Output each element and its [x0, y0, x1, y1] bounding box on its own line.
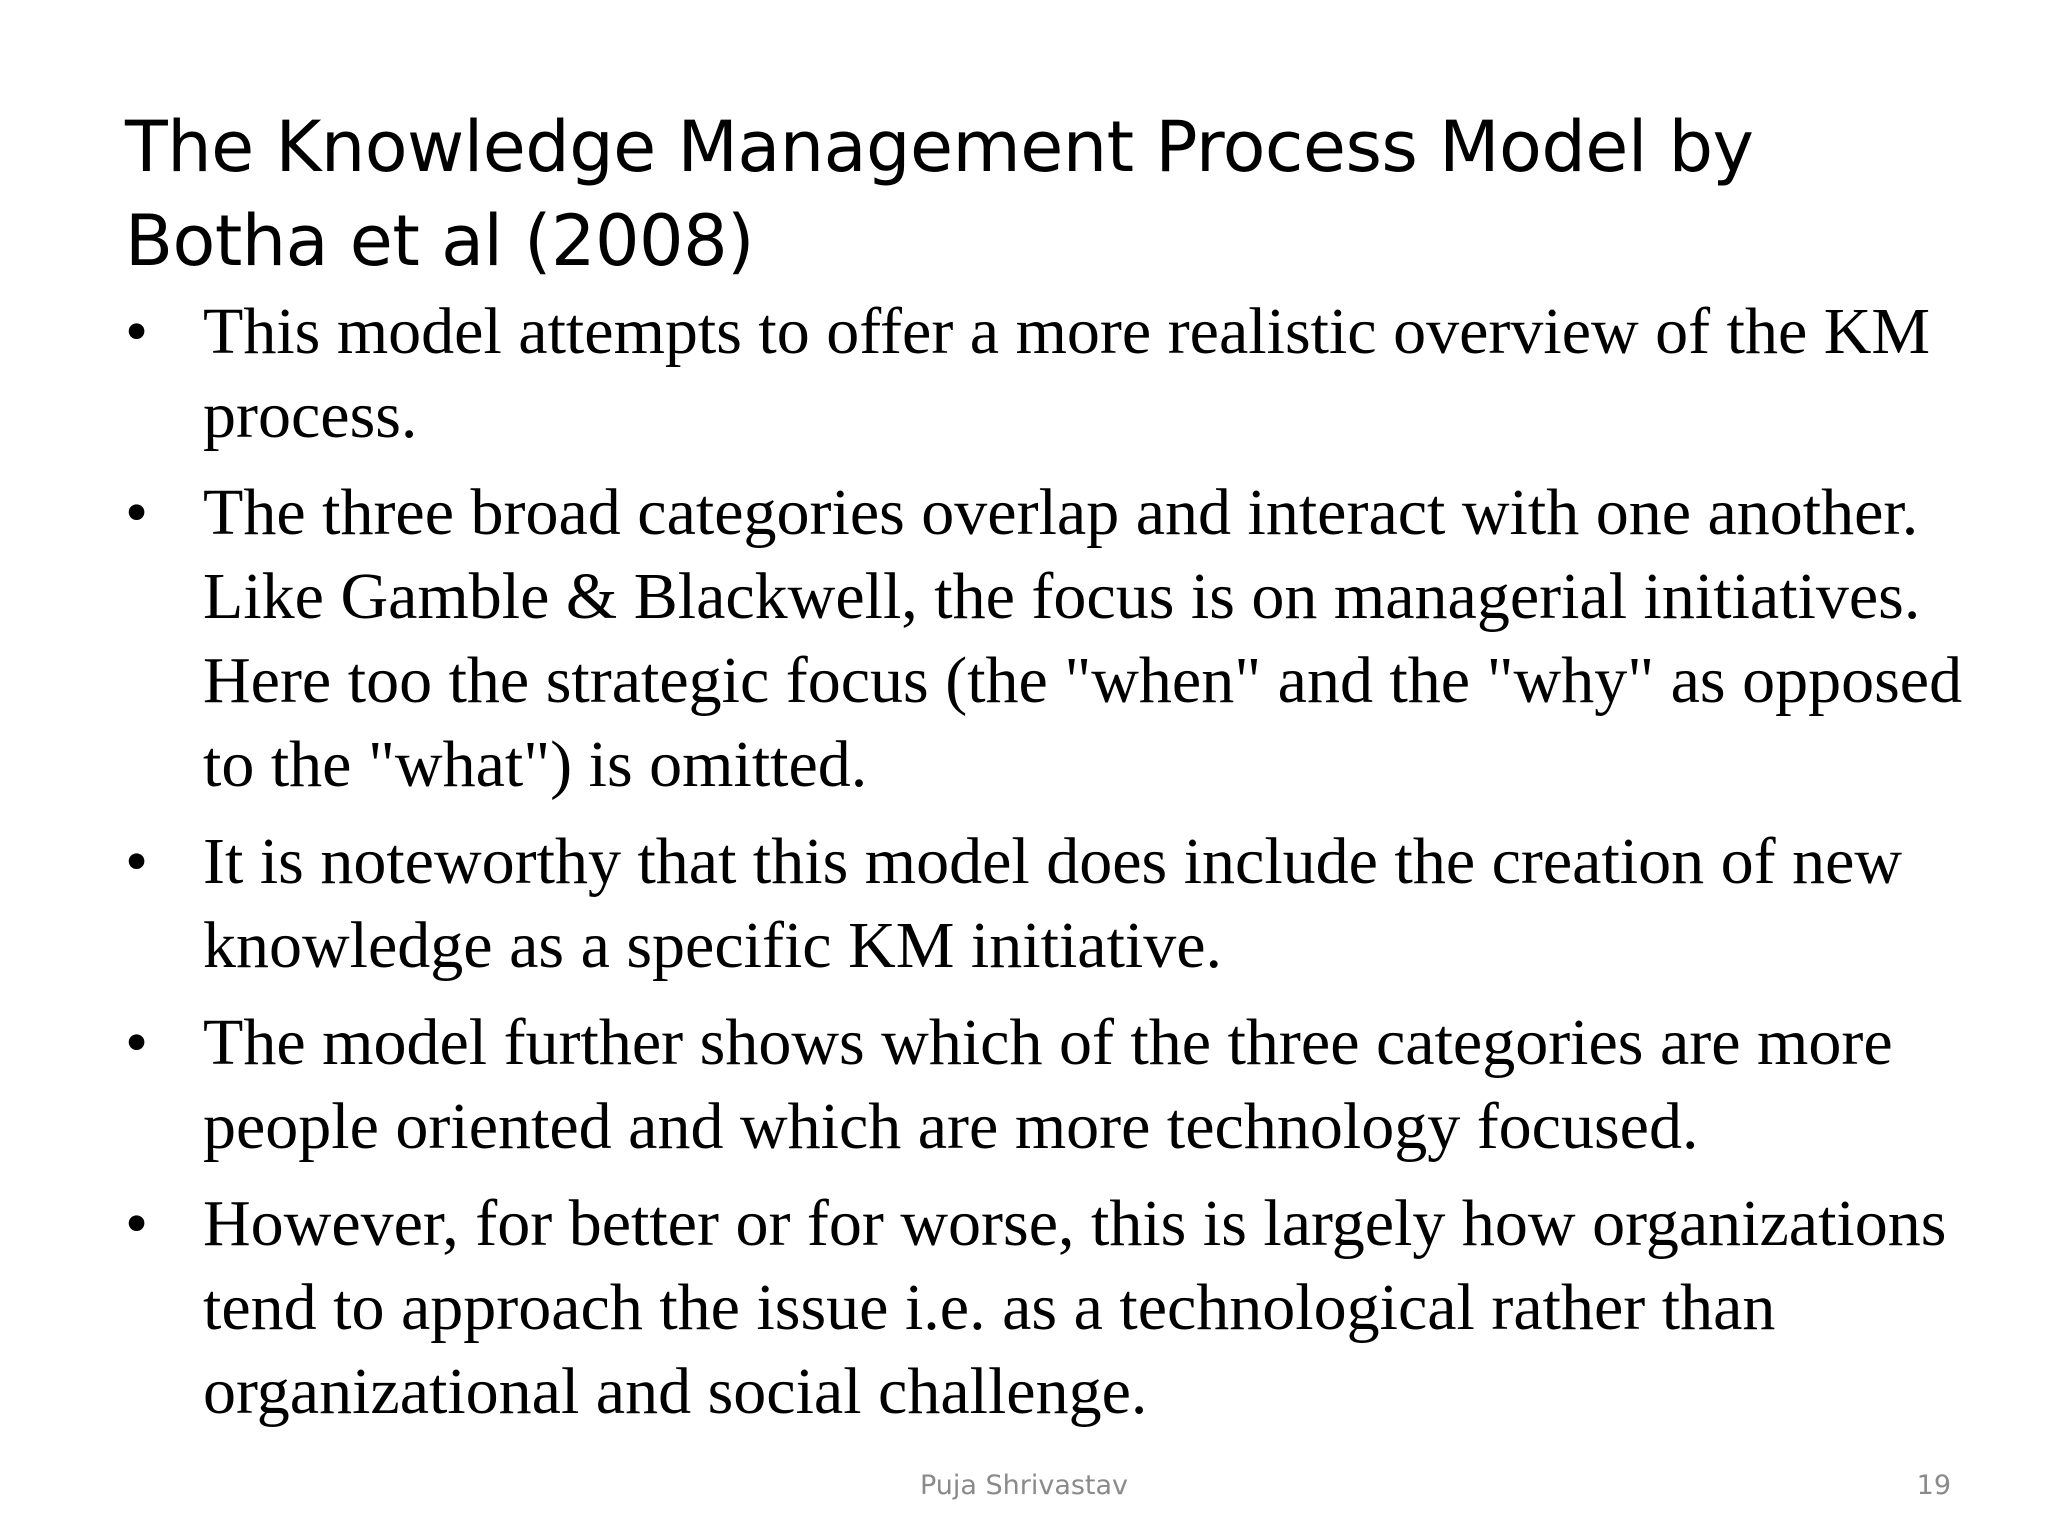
footer-author: Puja Shrivastav [919, 1470, 1129, 1501]
slide-title: The Knowledge Management Process Model by Botha et al (2008) [125, 106, 1754, 282]
bullet-text: The three broad categories overlap and interact with one another. Like Gamble & Blackwell, the focus is on managerial initiatives. Here too the strategic focus (the "when" and the "why" as opposed to the "what") is omitted. [203, 476, 1963, 801]
bullet-marker-icon: • [125, 476, 149, 549]
bullet-item [125, 471, 1965, 807]
bullet-marker-icon: • [125, 1187, 149, 1260]
bullet-item [125, 1182, 1965, 1434]
bullet-marker-icon: • [125, 825, 149, 898]
bullet-text: This model attempts to offer a more realistic overview of the KM process. [203, 295, 1931, 452]
bullet-item [125, 290, 1965, 458]
bullet-item [125, 820, 1965, 988]
bullet-text: The model further shows which of the three categories are more people oriented and which are more technology focused. [203, 1006, 1893, 1163]
bullet-list [125, 290, 1965, 1447]
bullet-marker-icon: • [125, 295, 149, 368]
bullet-marker-icon: • [125, 1006, 149, 1079]
bullet-text: It is noteworthy that this model does include the creation of new knowledge as a specific KM initiative. [203, 825, 1903, 982]
bullet-text: However, for better or for worse, this is largely how organizations tend to approach the issue i.e. as a technological rather than organizational and social challenge. [203, 1187, 1947, 1428]
bullet-item [125, 1001, 1965, 1169]
page-number: 19 [1916, 1470, 1951, 1501]
